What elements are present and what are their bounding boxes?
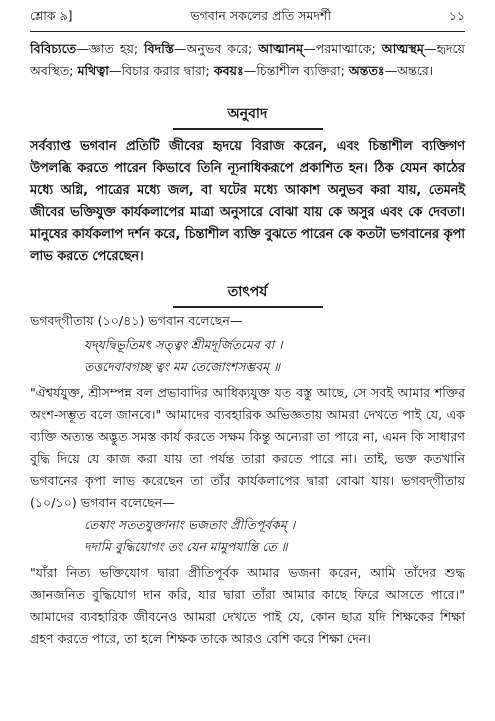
page-number: ১১ bbox=[448, 8, 465, 23]
gloss-meaning: —অন্তরে। bbox=[384, 63, 434, 78]
gloss-term: মথিত্বা bbox=[77, 63, 109, 78]
verse-line: যদ্‌যদ্বিভূতিমৎ সত্ত্বং শ্রীমদূর্জিতমেব বা । bbox=[84, 336, 283, 352]
gloss-meaning: —হৃদয়ে অবস্থিত; bbox=[30, 41, 465, 78]
purport-paragraph-1: "ঐশ্বর্যযুক্ত, শ্রীসম্পন্ন বল প্রভাবাদির আধিক্যযুক্ত যত বস্তু আছে, সে সবই আমার শক্তির অংশ-সম্ভূত বলে জানবে।" আমাদের ব্যবহারিক অভিজ্ঞতায় আমরা দেখতে পাই যে, এক ব্যক্তি অত্যন্ত অদ্ভুত সমস্ত কার্য করতে সক্ষম কিন্তু অন্যেরা তা পারে না, এমন কি সাধারণ বুদ্ধি দিয়ে যে কাজ করা যায় তা পর্যন্ত তারা করতে পারে না। তাই, ভক্ত কতখানি ভগবানের কৃপা লাভ করেছেন তা তাঁর কার্যকলাপের দ্বারা বোঝা যায়। ভগবদ্‌গীতায় (১০/১০) ভগবান বলেছেন— bbox=[30, 384, 465, 510]
gloss-meaning: —অনুভব করে; bbox=[173, 41, 259, 56]
quoted-verse-1 bbox=[30, 334, 465, 378]
verse-line: তেষাং সততযুক্তানাং ভজতাং প্রীতিপূর্বকম্ । bbox=[84, 516, 296, 532]
gloss-term: আত্মানম্ bbox=[258, 41, 304, 56]
gloss-term: বিদস্তি bbox=[144, 41, 174, 56]
gloss-term: বিবিচ্যতে bbox=[30, 41, 77, 56]
word-for-word-gloss bbox=[30, 38, 465, 82]
translation-heading-underline bbox=[173, 128, 323, 130]
translation-text: সর্বব্যাপ্ত ভগবান প্রতিটি জীবের হৃদয়ে বিরাজ করেন, এবং চিন্তাশীল ব্যক্তিগণ উপলব্ধি করতে পারেন কিভাবে তিনি ন্যূনাধিকরূপে প্রকাশিত হন। ঠিক যেমন কাঠের মধ্যে অগ্নি, পাত্রের মধ্যে জল, বা ঘটের মধ্যে আকাশ অনুভব করা যায়, তেমনই জীবের ভক্তিযুক্ত কার্যকলাপের মাত্রা অনুসারে বোঝা যায় কে অসুর এবং কে দেবতা। মানুষের কার্যকলাপ দর্শন করে, চিন্তাশীল ব্যক্তি বুঝতে পারেন কে কতটা ভগবানের কৃপা লাভ করতে পেরেছেন। bbox=[30, 138, 465, 264]
purport-paragraph-2: "যাঁরা নিত্য ভক্তিযোগ দ্বারা প্রীতিপূর্বক আমার ভজনা করেন, আমি তাঁদের শুদ্ধ জ্ঞানজনিত বুদ্ধিযোগ দান করি, যার দ্বারা তাঁরা আমার কাছে ফিরে আসতে পারে।" আমাদের ব্যবহারিক জীবনেও আমরা দেখতে পাই যে, কোন ছাত্র যদি শিক্ষকের শিক্ষা গ্রহণ করতে পারে, তা হলে শিক্ষক তাকে আরও বেশি করে শিক্ষা দেন। bbox=[30, 564, 465, 646]
purport-intro: ভগবদ্‌গীতায় (১০/৪১) ভগবান বলেছেন— bbox=[30, 312, 243, 328]
running-header bbox=[30, 8, 465, 28]
verse-line: তত্তদেবাবগচ্ছ ত্বং মম তেজোংশসম্ভবম্ ॥ bbox=[84, 358, 280, 374]
verse-reference: শ্লোক ৯] bbox=[30, 8, 73, 23]
gloss-meaning: —চিন্তাশীল ব্যক্তিরা; bbox=[243, 63, 349, 78]
quoted-verse-2 bbox=[30, 514, 465, 558]
gloss-meaning: —জ্ঞাত হয়; bbox=[76, 41, 145, 56]
translation-heading: অনুবাদ bbox=[227, 106, 268, 122]
gloss-meaning: —বিচার করার দ্বারা; bbox=[108, 63, 214, 78]
gloss-term: আত্মস্থম্ bbox=[381, 41, 424, 56]
gloss-term: অন্ততঃ bbox=[348, 63, 385, 78]
gloss-meaning: —পরমাত্মাকে; bbox=[303, 41, 382, 56]
purport-heading: তাৎপর্য bbox=[227, 284, 268, 301]
gloss-term: কবয়ঃ bbox=[213, 63, 244, 78]
purport-heading-underline bbox=[173, 306, 323, 308]
header-rule bbox=[30, 31, 465, 32]
chapter-title: ভগবান সকলের প্রতি সমদর্শী bbox=[190, 8, 332, 23]
verse-line: দদামি বুদ্ধিযোগং তং যেন মামুপযান্তি তে ॥ bbox=[84, 538, 288, 554]
